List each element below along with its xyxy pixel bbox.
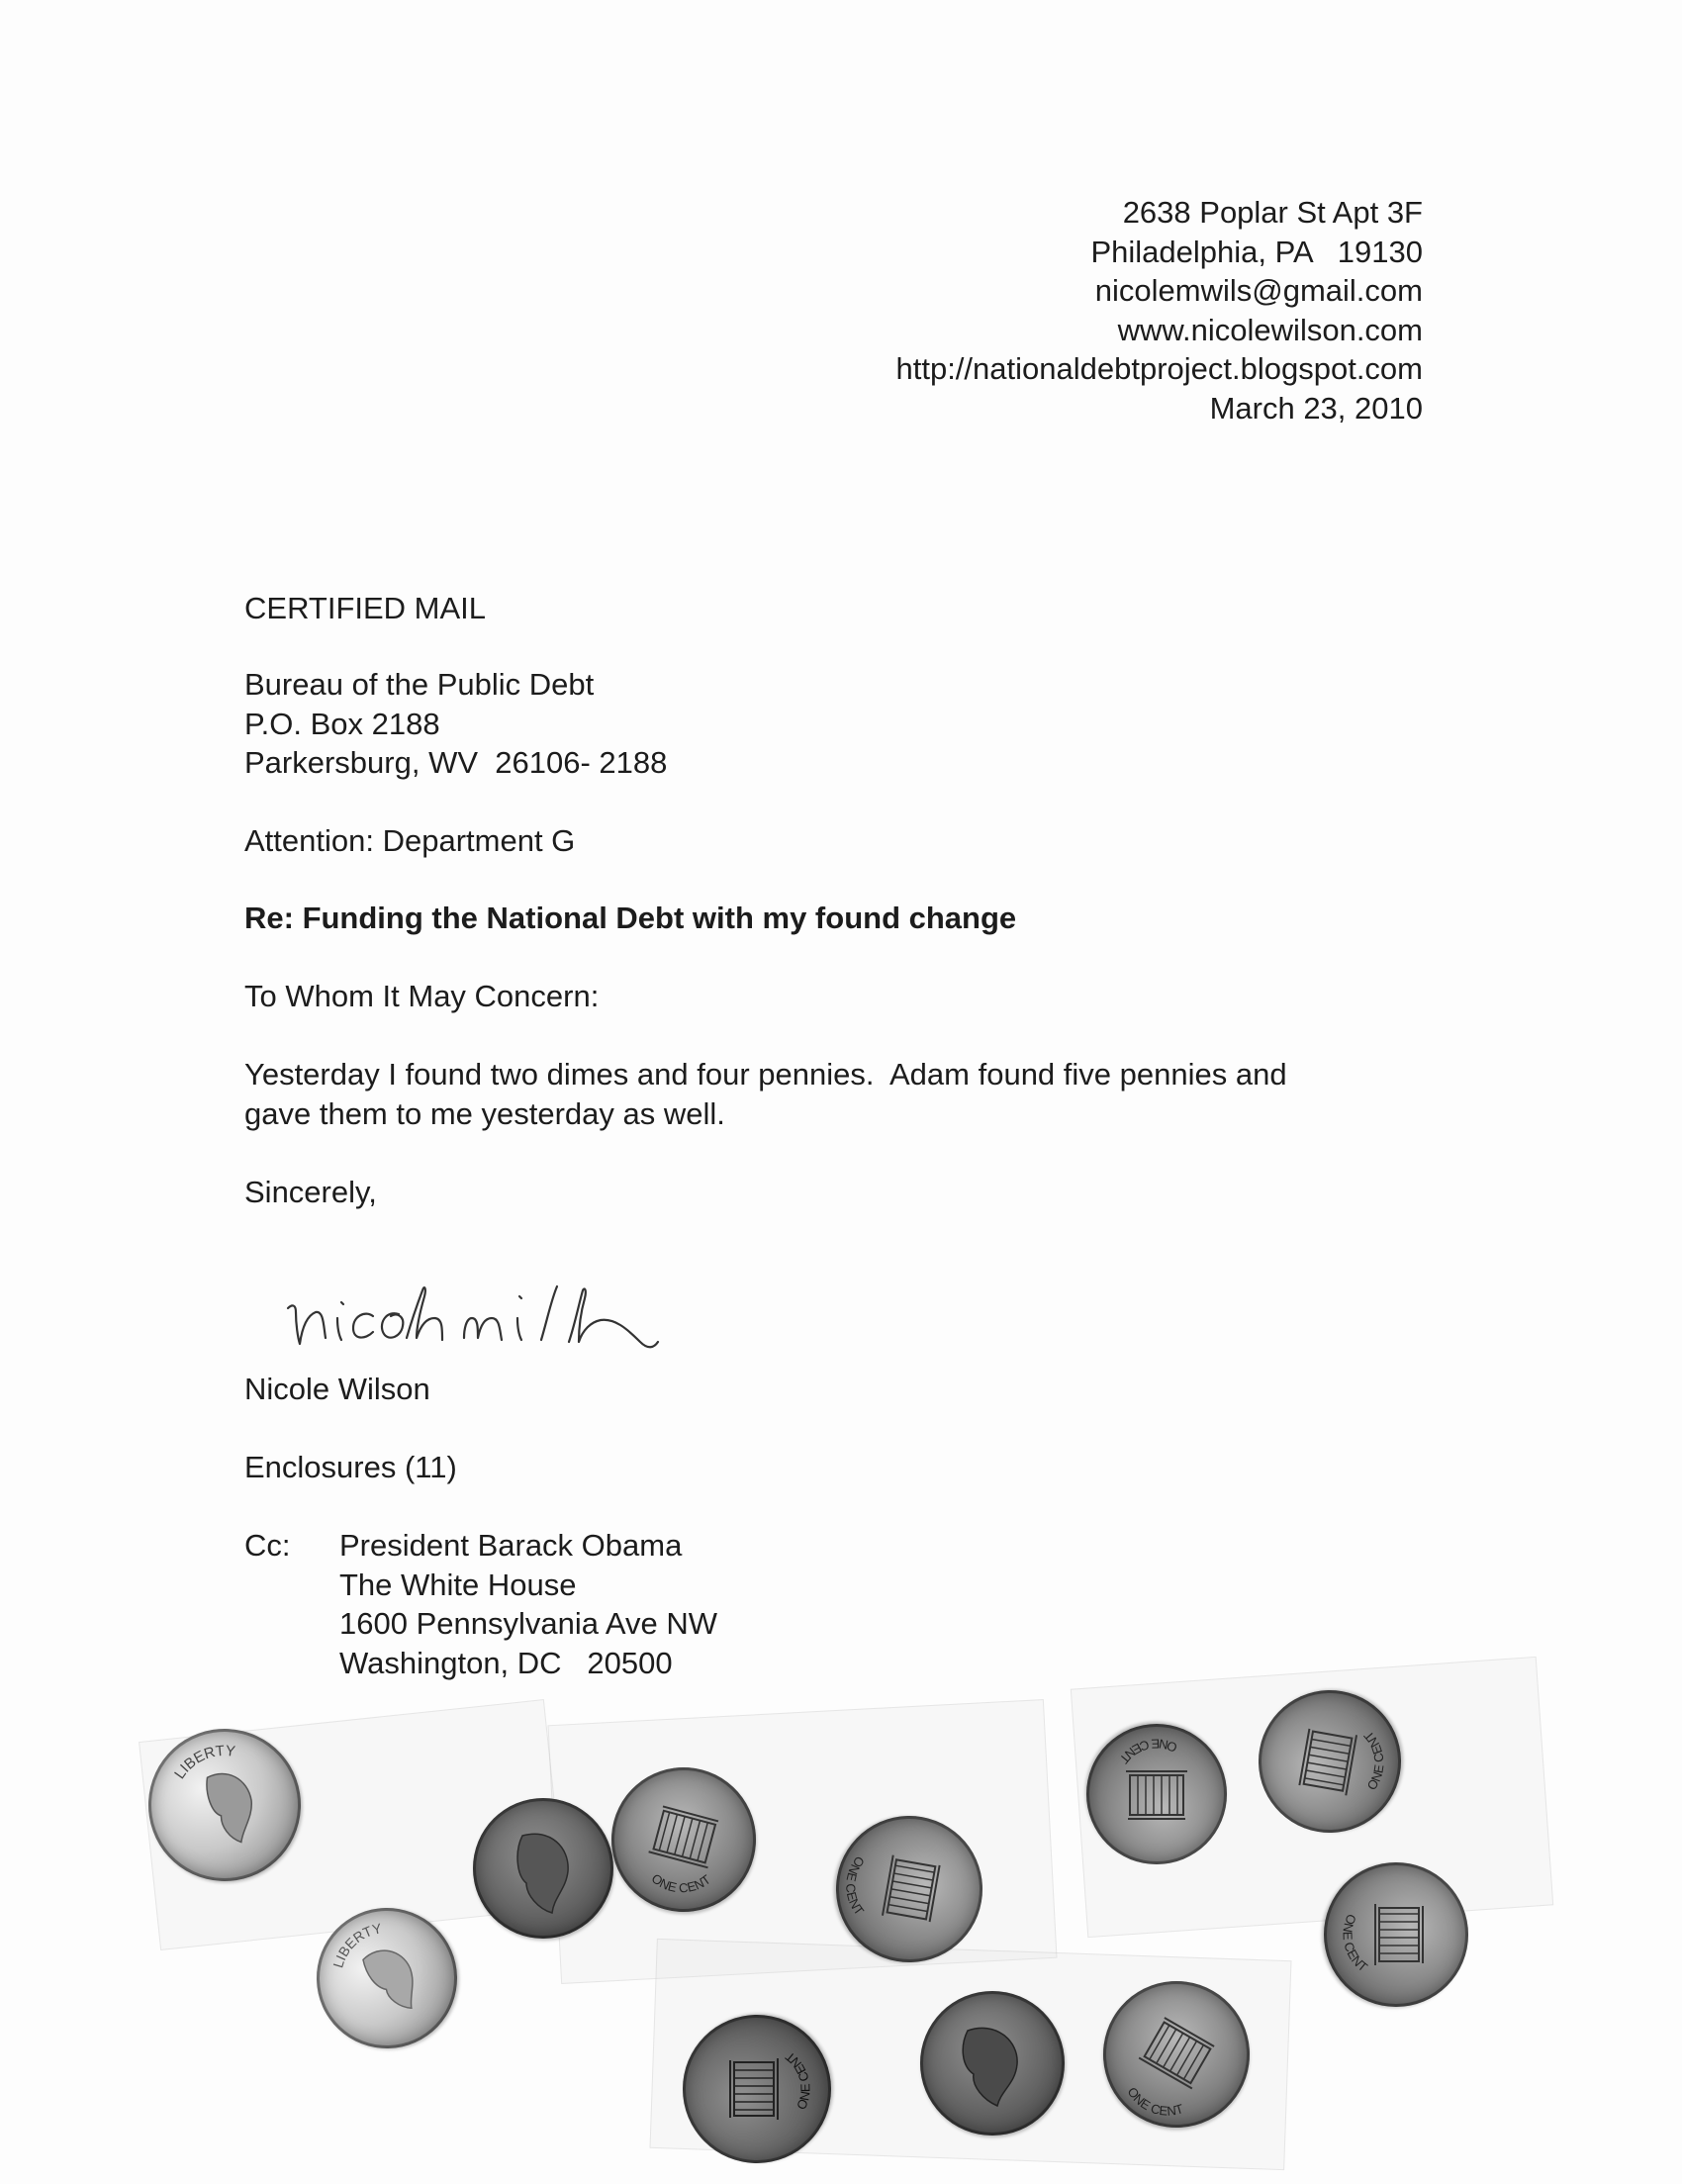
lincoln-memorial-icon — [1086, 1724, 1227, 1864]
taped-coins-area — [0, 1682, 1682, 2184]
sender-blog: http://nationaldebtproject.blogspot.com — [895, 351, 1423, 386]
svg-text:ONE CENT: ONE CENT — [1116, 1736, 1179, 1767]
lincoln-portrait-icon — [920, 1991, 1065, 2136]
penny-coin — [683, 2015, 831, 2163]
cc-name: President Barack Obama — [339, 1528, 683, 1563]
svg-text:ONE CENT: ONE CENT — [782, 2048, 813, 2112]
penny-coin — [1324, 1862, 1468, 2007]
penny-one-cent-text: ONE CENT — [648, 1870, 713, 1896]
cc-address — [339, 1526, 717, 1682]
sender-address-block — [895, 193, 1423, 427]
body-paragraph — [244, 1055, 1287, 1133]
cc-label: Cc: — [244, 1528, 291, 1563]
svg-text:LIBERTY: LIBERTY — [329, 1920, 383, 1970]
cc-street: 1600 Pennsylvania Ave NW — [339, 1606, 717, 1641]
signer-name: Nicole Wilson — [244, 1372, 430, 1406]
recipient-city-state-zip: Parkersburg, WV 26106- 2188 — [244, 745, 668, 780]
recipient-address-block — [244, 665, 667, 783]
sender-city-state-zip: Philadelphia, PA 19130 — [1090, 234, 1423, 269]
sender-street: 2638 Poplar St Apt 3F — [1122, 195, 1423, 230]
recipient-name: Bureau of the Public Debt — [244, 667, 595, 702]
svg-text:ONE CENT: ONE CENT — [1360, 1728, 1387, 1793]
closing: Sincerely, — [244, 1175, 377, 1209]
sender-email: nicolemwils@gmail.com — [1094, 273, 1423, 308]
recipient-po-box: P.O. Box 2188 — [244, 706, 440, 741]
body-line-2: gave them to me yesterday as well. — [244, 1095, 725, 1131]
body-line-1: Yesterday I found two dimes and four pennies. Adam found five pennies and — [244, 1057, 1287, 1092]
sender-website: www.nicolewilson.com — [1117, 312, 1423, 347]
svg-text:ONE CENT — [647, 1858, 715, 1904]
enclosures-line: Enclosures (11) — [244, 1450, 457, 1484]
subject-line: Re: Funding the National Debt with my found change — [244, 901, 1017, 935]
dime-liberty-text: LIBERTY — [171, 1742, 236, 1782]
svg-text:ONE CENT: ONE CENT — [1340, 1912, 1371, 1975]
lincoln-memorial-icon — [683, 2015, 831, 2163]
svg-text:ONE CENT: ONE CENT — [843, 1852, 868, 1919]
handwritten-signature — [282, 1247, 796, 1366]
penny-coin — [824, 1804, 993, 1973]
penny-coin — [1086, 1724, 1227, 1864]
penny-coin — [473, 1798, 613, 1939]
lincoln-portrait-icon — [473, 1798, 613, 1939]
attention-line: Attention: Department G — [244, 823, 576, 858]
lincoln-memorial-icon — [1324, 1862, 1468, 2007]
lincoln-memorial-icon — [824, 1804, 993, 1973]
lincoln-memorial-icon — [1248, 1679, 1413, 1845]
salutation: To Whom It May Concern: — [244, 979, 600, 1013]
letter-date: March 23, 2010 — [1209, 390, 1423, 426]
penny-coin — [920, 1991, 1065, 2136]
mail-type: CERTIFIED MAIL — [244, 591, 487, 625]
cc-city-state-zip: Washington, DC 20500 — [339, 1645, 673, 1680]
cc-org: The White House — [339, 1567, 577, 1602]
svg-text:ONE CENT: ONE CENT — [1124, 2084, 1185, 2119]
penny-coin — [1248, 1679, 1413, 1845]
